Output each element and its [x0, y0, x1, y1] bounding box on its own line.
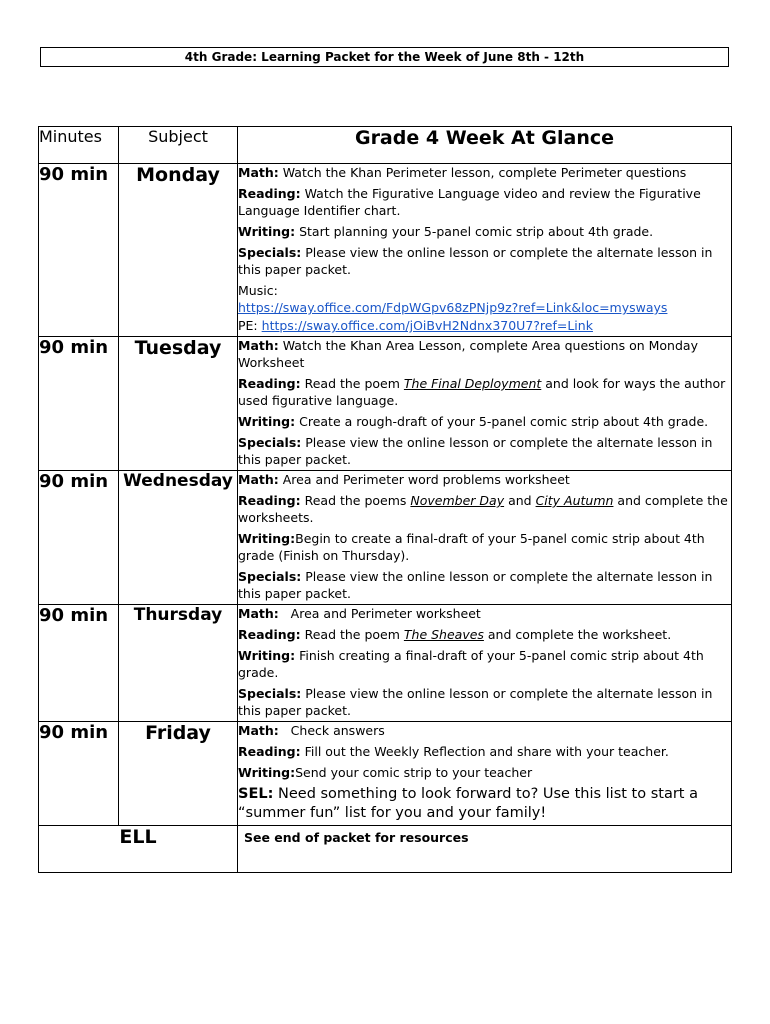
task-label: Writing: — [238, 224, 296, 239]
tasks-cell — [238, 164, 732, 337]
specials-task — [238, 568, 731, 602]
pe-task — [238, 317, 731, 334]
task-label: SEL: — [238, 786, 274, 802]
task-text: Send your comic strip to your teacher — [295, 765, 533, 780]
task-text: Read the poems — [300, 493, 411, 508]
task-label: Reading: — [238, 493, 301, 508]
table-row-monday — [39, 164, 732, 337]
task-text: Need something to look forward to? Use this list to start a “summer fun” list for you and your family! — [238, 786, 698, 821]
task-text: and complete the worksheet. — [483, 627, 672, 642]
writing-task — [238, 413, 731, 430]
task-text: Create a rough-draft of your 5-panel comic strip about 4th grade. — [295, 414, 709, 429]
specials-task — [238, 244, 731, 278]
task-text: Area and Perimeter worksheet — [278, 606, 481, 621]
ell-resources-text: See end of packet for resources — [244, 830, 469, 845]
task-text: Please view the online lesson or complete the alternate lesson in this paper packet. — [238, 686, 713, 718]
subject-column-header: Subject — [119, 127, 238, 164]
minutes-cell: 90 min — [39, 164, 119, 337]
task-label: Reading: — [238, 376, 301, 391]
task-text: Please view the online lesson or complete the alternate lesson in this paper packet. — [238, 435, 713, 467]
reading-task — [238, 626, 731, 643]
music-task — [238, 282, 731, 316]
task-text: and complete the worksheets. — [238, 493, 728, 525]
writing-task — [238, 647, 731, 681]
reading-task — [238, 743, 731, 760]
task-label: Writing: — [238, 414, 296, 429]
day-cell: Friday — [119, 722, 238, 826]
tasks-cell — [238, 337, 732, 471]
writing-task — [238, 223, 731, 240]
reading-task — [238, 375, 731, 409]
task-label: Specials: — [238, 686, 302, 701]
sel-task — [238, 785, 731, 823]
task-text: Start planning your 5-panel comic strip about 4th grade. — [295, 224, 654, 239]
task-label: Math: — [238, 472, 279, 487]
task-label: Reading: — [238, 627, 301, 642]
task-text: and look for ways the author used figurative language. — [238, 376, 726, 408]
ell-label: ELL — [39, 826, 238, 873]
table-row-tuesday — [39, 337, 732, 471]
ell-cell — [238, 826, 732, 873]
task-text: Please view the online lesson or complete the alternate lesson in this paper packet. — [238, 245, 713, 277]
task-label: Specials: — [238, 245, 302, 260]
pe-label: PE: — [238, 318, 258, 333]
task-text: Read the poem — [300, 376, 404, 391]
packet-header: 4th Grade: Learning Packet for the Week of June 8th - 12th — [40, 47, 729, 67]
task-text: Finish creating a final-draft of your 5-panel comic strip about 4th grade. — [238, 648, 704, 680]
task-label: Math: — [238, 723, 279, 738]
writing-task — [238, 530, 731, 564]
task-label: Math: — [238, 165, 279, 180]
day-cell: Thursday — [119, 605, 238, 722]
minutes-column-header: Minutes — [39, 127, 119, 164]
day-cell: Monday — [119, 164, 238, 337]
task-text: Watch the Khan Area Lesson, complete Area questions on Monday Worksheet — [238, 338, 698, 370]
weekly-schedule-table — [38, 126, 732, 873]
task-text: Fill out the Weekly Reflection and share with your teacher. — [300, 744, 669, 759]
tasks-cell — [238, 471, 732, 605]
music-link[interactable]: https://sway.office.com/FdpWGpv68zPNjp9z?ref=Link&loc=mysways — [238, 300, 668, 315]
math-task — [238, 337, 731, 371]
poem-title: The Sheaves — [403, 627, 484, 642]
week-at-glance-title: Grade 4 Week At Glance — [238, 127, 732, 164]
task-label: Math: — [238, 606, 279, 621]
minutes-cell: 90 min — [39, 471, 119, 605]
task-text: Read the poem — [300, 627, 404, 642]
music-label: Music: — [238, 283, 278, 298]
math-task — [238, 164, 731, 181]
task-text: Check answers — [278, 723, 385, 738]
writing-task — [238, 764, 731, 781]
task-label: Reading: — [238, 744, 301, 759]
tasks-cell — [238, 605, 732, 722]
minutes-cell: 90 min — [39, 722, 119, 826]
minutes-cell: 90 min — [39, 337, 119, 471]
day-cell: Wednesday — [119, 471, 238, 605]
math-task — [238, 471, 731, 488]
task-text: and — [504, 493, 536, 508]
table-row-thursday — [39, 605, 732, 722]
reading-task — [238, 185, 731, 219]
math-task — [238, 722, 731, 739]
task-label: Writing: — [238, 531, 296, 546]
specials-task — [238, 434, 731, 468]
task-label: Writing: — [238, 648, 296, 663]
task-label: Writing: — [238, 765, 296, 780]
table-header-row — [39, 127, 732, 164]
task-label: Specials: — [238, 569, 302, 584]
task-text: Begin to create a final-draft of your 5-panel comic strip about 4th grade (Finish on Thursday). — [238, 531, 705, 563]
tasks-cell — [238, 722, 732, 826]
task-label: Reading: — [238, 186, 301, 201]
task-text: Watch the Khan Perimeter lesson, complete Perimeter questions — [278, 165, 687, 180]
table-row-wednesday — [39, 471, 732, 605]
task-text: Area and Perimeter word problems worksheet — [278, 472, 570, 487]
table-row-ell — [39, 826, 732, 873]
table-row-friday — [39, 722, 732, 826]
minutes-cell: 90 min — [39, 605, 119, 722]
task-text: Please view the online lesson or complete the alternate lesson in this paper packet. — [238, 569, 713, 601]
reading-task — [238, 492, 731, 526]
task-label: Specials: — [238, 435, 302, 450]
task-text: Watch the Figurative Language video and review the Figurative Language Identifier chart. — [238, 186, 701, 218]
poem-title: The Final Deployment — [403, 376, 542, 391]
poem-title: November Day — [410, 493, 505, 508]
poem-title: City Autumn — [535, 493, 614, 508]
day-cell: Tuesday — [119, 337, 238, 471]
task-label: Math: — [238, 338, 279, 353]
pe-link[interactable]: https://sway.office.com/jOiBvH2Ndnx370U7?ref=Link — [261, 318, 593, 333]
specials-task — [238, 685, 731, 719]
math-task — [238, 605, 731, 622]
